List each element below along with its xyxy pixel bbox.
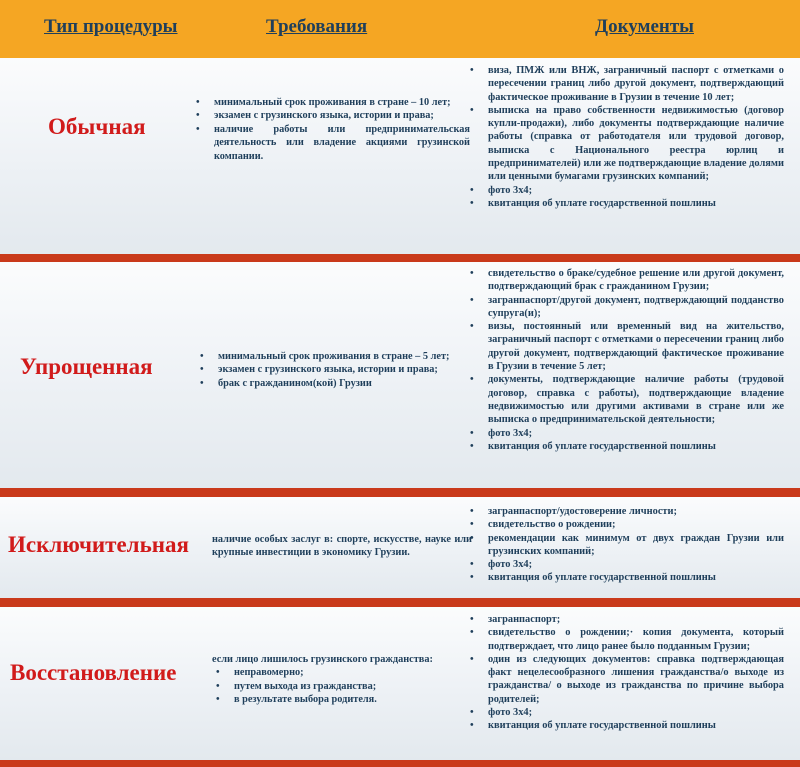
row-ordinary (0, 58, 800, 254)
documents-list (466, 613, 784, 733)
list-item: • свидетельство о рождении;· копия документа, который подтверждает, что лицо ранее было подданным Грузии; (466, 626, 784, 653)
list-item: • документы, подтверждающие наличие работы (трудовой договор, справка с работы), подтверждающие владение недвижимостью или другими активами в стране или же выписка о предпринимательской деятельности; (466, 373, 784, 426)
list-item: • рекомендации как минимум от двух граждан Грузии или грузинских компаний; (466, 532, 784, 559)
list-item: • экзамен с грузинского языка, истории и права; (192, 109, 470, 122)
requirements-block (212, 653, 474, 707)
list-item: • визы, постоянный или временный вид на жительство, заграничный паспорт с отметками о пересечении границ либо другой документ, подтверждающий фактическое проживание в Грузии в течение 5 лет; (466, 320, 784, 373)
list-item: • загранпаспорт; (466, 613, 784, 626)
list-item: • фото 3x4; (466, 558, 784, 571)
list-item: • виза, ПМЖ или ВНЖ, заграничный паспорт с отметками о пересечении границ либо другой документ, подтверждающий фактическое проживание в Грузии в течение 10 лет; (466, 64, 784, 104)
row-simplified (0, 262, 800, 488)
header-requirements: Требования (266, 16, 368, 37)
list-item: • наличие работы или предпринимательская деятельность или владение акциями грузинской компании. (192, 123, 470, 163)
requirements-list (212, 666, 474, 706)
list-item: • минимальный срок проживания в стране – 10 лет; (192, 96, 470, 109)
list-item: • неправомерно; (212, 666, 474, 679)
row-divider (0, 598, 800, 607)
row-restoration (0, 607, 800, 760)
list-item: • один из следующих документов: справка подтверждающая факт нецелесообразного лишения гражданства/о выходе из гражданства/ о выходе из гражданства по причине выбора родителей; (466, 653, 784, 706)
procedure-type: Обычная (48, 114, 146, 139)
list-item: • брак с гражданином(кой) Грузии (196, 377, 472, 390)
list-item: • в результате выбора родителя. (212, 693, 474, 706)
documents-list (466, 64, 784, 210)
list-item: • квитанция об уплате государственной пошлины (466, 197, 784, 210)
row-divider (0, 488, 800, 497)
table-header (0, 0, 800, 58)
list-item: • свидетельство о браке/судебное решение или другой документ, подтверждающий брак с гражданином Грузии; (466, 267, 784, 294)
list-item: • свидетельство о рождении; (466, 518, 784, 531)
row-exceptional (0, 497, 800, 598)
header-documents: Документы (595, 16, 694, 37)
header-type: Тип процедуры (44, 16, 178, 37)
documents-list (466, 505, 784, 585)
requirements-text (212, 533, 472, 560)
list-item: • квитанция об уплате государственной пошлины (466, 719, 784, 732)
requirements-intro: если лицо лишилось грузинского гражданства: (212, 654, 433, 665)
list-item: • экзамен с грузинского языка, истории и права; (196, 363, 472, 376)
list-item: • выписка на право собственности недвижимостью (договор купли-продажи), либо документы подтверждающие наличие работы (справка от работодателя или трудовой договор, выписка с Национального реестра юрлиц и предпринимателей) или же подтверждающие владение долями или ценными бумагами грузинских компаний; (466, 104, 784, 184)
list-item: • фото 3x4; (466, 427, 784, 440)
list-item: • путем выхода из гражданства; (212, 680, 474, 693)
procedure-type: Исключительная (8, 532, 189, 557)
requirements-list (196, 350, 472, 390)
row-divider (0, 254, 800, 262)
list-item: • квитанция об уплате государственной пошлины (466, 571, 784, 584)
list-item: • минимальный срок проживания в стране – 5 лет; (196, 350, 472, 363)
list-item: • квитанция об уплате государственной пошлины (466, 440, 784, 453)
list-item: • загранпаспорт/другой документ, подтверждающий подданство супруга(и); (466, 294, 784, 321)
row-divider (0, 760, 800, 767)
requirements-list (192, 96, 470, 163)
procedure-type: Восстановление (10, 660, 177, 685)
list-item: • загранпаспорт/удостоверение личности; (466, 505, 784, 518)
procedure-type: Упрощенная (20, 354, 153, 379)
list-item: • фото 3x4; (466, 706, 784, 719)
list-item: • фото 3x4; (466, 184, 784, 197)
requirements-paragraph: наличие особых заслуг в: спорте, искусстве, науке или крупные инвестиции в экономику Грузии. (212, 534, 472, 559)
documents-list (466, 267, 784, 453)
